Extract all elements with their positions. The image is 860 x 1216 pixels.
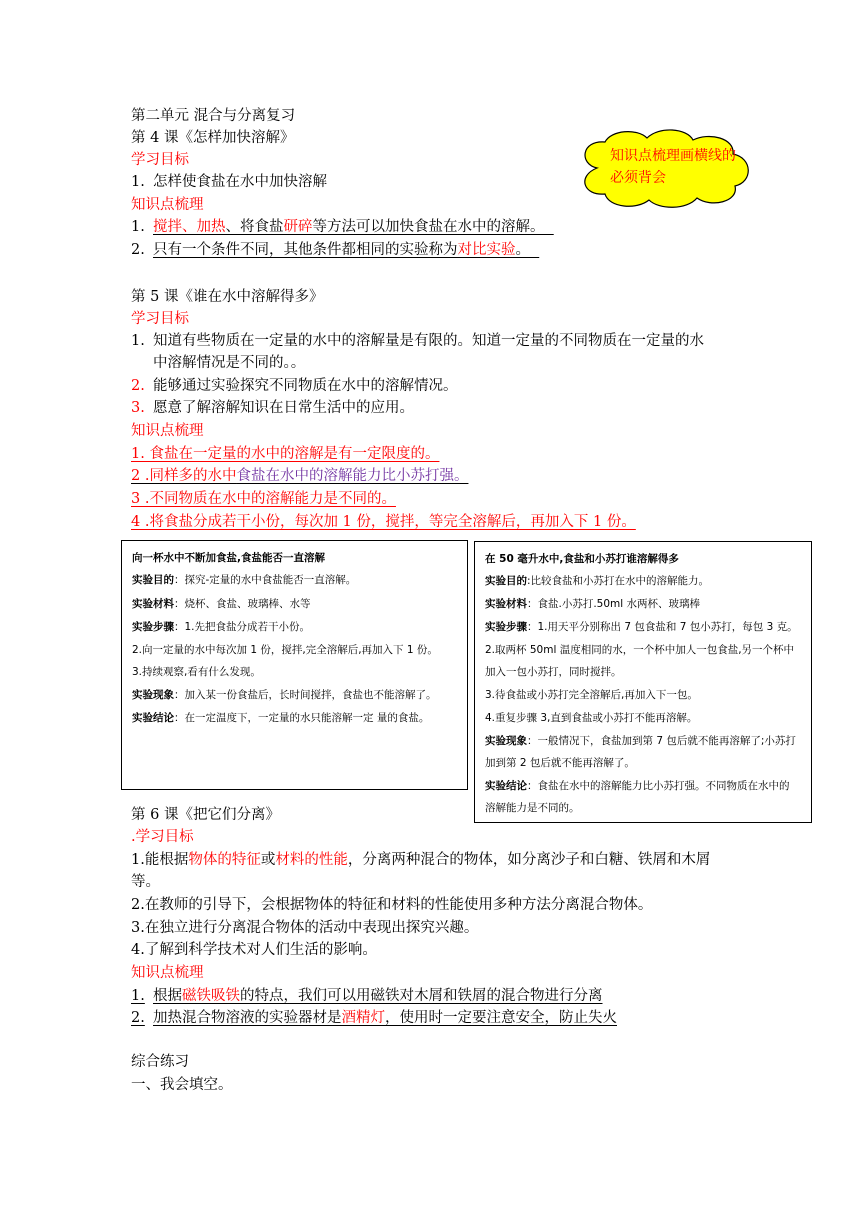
lesson4-title: 第 4 课《怎样加快溶解》	[131, 130, 295, 146]
highlight-text: 磁铁吸铁	[182, 988, 240, 1004]
list-text: 能够通过实验探究不同物质在水中的溶解情况。	[153, 378, 458, 394]
cloud-callout-text: 知识点梳理画横线的必须背会	[610, 148, 736, 186]
list-text: 知道有些物质在一定量的水中的溶解量是有限的。知道一定量的不同物质在一定量的水	[153, 333, 704, 349]
experiment-step: 2.取两杯 50ml 温度相同的水，一个杯中加人一包食盐,另一个杯中	[485, 644, 795, 656]
lesson5-goal-heading: 学习目标	[131, 311, 189, 327]
plain-text: 的特点，我们可以用磁铁对木屑和铁屑的混合物进行分离	[240, 988, 603, 1004]
experiment-step: 2.向一定量的水中每次加 1 份，搅拌,完全溶解后,再加入下 1 份。	[132, 644, 438, 656]
list-number: 1.	[131, 333, 145, 349]
lesson5-goal-1-continued: 中溶解情况是不同的。。	[153, 355, 306, 371]
lesson5-point-3: 3 .不同物质在水中的溶解能力是不同的。	[131, 491, 396, 507]
plain-text: 加热混合物溶液的实验器材是	[153, 1010, 342, 1026]
experiment-steps: 实验步骤：1.先把食盐分成若干小份。	[132, 621, 311, 633]
plain-text: 根据	[153, 988, 182, 1004]
practice-title: 综合练习	[131, 1054, 189, 1070]
lesson6-point-2	[131, 1007, 617, 1029]
experiment-phenomenon: 实验现象：加入某一份食盐后，长时间搅拌，食盐也不能溶解了。	[132, 689, 437, 701]
list-text: 愿意了解溶解知识在日常生活中的应用。	[153, 400, 414, 416]
plain-text: 只有一个条件不同，其他条件都相同的实验称为	[153, 242, 458, 258]
highlight-text: 搅拌、加热	[153, 219, 226, 235]
plain-text: 、将食盐	[225, 219, 284, 235]
experiment-conclusion: 实验结论：在一定温度下，一定量的水只能溶解一定 量的食盐。	[132, 712, 430, 724]
highlight-text: 2 .同样多的水中	[131, 468, 237, 484]
experiment-conclusion: 实验结论：食盐在水中的溶解能力比小苏打强。不同物质在水中的	[485, 780, 790, 792]
lesson6-goal-4: 4.了解到科学技术对人们生活的影响。	[131, 942, 377, 958]
experiment-step: 3.持续观察,看有什么发现。	[132, 666, 261, 678]
highlight-text: 材料的性能	[275, 852, 348, 868]
experiment-title: 在 50 毫升水中,食盐和小苏打谁溶解得多	[485, 553, 679, 565]
plain-text: ，分离两种混合的物体，如分离沙子和白糖、铁屑和木屑	[347, 852, 711, 868]
experiment-step: 3.待食盐或小苏打完全溶解后,再加入下一包。	[485, 689, 698, 701]
list-number: 1.	[131, 174, 145, 190]
lesson6-point-1	[131, 985, 603, 1007]
highlight-text: 酒精灯	[341, 1010, 385, 1026]
plain-text: 。	[515, 242, 530, 258]
practice-section-1: 一、我会填空。	[131, 1077, 233, 1093]
lesson6-goal-1-continued: 等。	[131, 874, 160, 890]
lesson4-point-2	[131, 239, 539, 261]
plain-text: 或	[260, 852, 276, 868]
highlight-text: 对比实验	[457, 242, 516, 258]
lesson6-goal-2: 2.在教师的引导下，会根据物体的特征和材料的性能使用多种方法分离混合物体。	[131, 897, 653, 913]
highlight-text: 物体的特征	[188, 852, 261, 868]
experiment-step: 加入一包小苏打，同时搅拌。	[485, 666, 622, 678]
lesson4-point-1	[131, 216, 554, 238]
lesson5-summary-heading: 知识点梳理	[131, 423, 204, 439]
experiment-phenomenon-continued: 加到第 2 包后就不能再溶解了。	[485, 757, 635, 769]
lesson6-goal-1	[131, 849, 710, 871]
lesson5-point-2	[131, 465, 468, 487]
list-number: 2.	[131, 242, 145, 258]
lesson5-point-1: 1. 食盐在一定量的水中的溶解是有一定限度的。	[131, 446, 440, 462]
unit-title: 第二单元 混合与分离复习	[131, 108, 296, 124]
experiment-box-left	[121, 540, 468, 790]
lesson4-goal-heading: 学习目标	[131, 152, 189, 168]
plain-text: 等方法可以加快食盐在水中的溶解。	[312, 219, 545, 235]
lesson6-summary-heading: 知识点梳理	[131, 965, 204, 981]
lesson6-goal-3: 3.在独立进行分离混合物体的活动中表现出探究兴趣。	[131, 920, 479, 936]
list-number: 3.	[131, 400, 145, 416]
experiment-title: 向一杯水中不断加食盐,食盐能否一直溶解	[132, 552, 325, 564]
list-text: 怎样使食盐在水中加快溶解	[153, 174, 327, 190]
lesson4-goal-1	[131, 171, 327, 193]
experiment-box-right	[474, 541, 812, 823]
list-number: 1.	[131, 988, 145, 1004]
experiment-purpose: 实验目的：探究-定量的水中食盐能否一直溶解。	[132, 574, 357, 586]
lesson5-point-4: 4 .将食盐分成若干小份，每次加 1 份，搅拌，等完全溶解后，再加入下 1 份。	[131, 514, 636, 530]
lesson5-goal-1	[131, 330, 704, 352]
experiment-steps: 实验步骤：1.用天平分别称出 7 包食盐和 7 包小苏打，每包 3 克。	[485, 621, 798, 633]
experiment-conclusion-continued: 溶解能力是不同的。	[485, 802, 580, 814]
lesson5-title: 第 5 课《谁在水中溶解得多》	[131, 289, 324, 305]
experiment-purpose: 实验目的:比较食盐和小苏打在水中的溶解能力。	[485, 575, 710, 587]
experiment-step: 4.重复步骤 3,直到食盐或小苏打不能再溶解。	[485, 712, 698, 724]
highlight-text: 研碎	[283, 219, 313, 235]
lesson6-title: 第 6 课《把它们分离》	[131, 807, 280, 823]
lesson4-summary-heading: 知识点梳理	[131, 197, 204, 213]
lesson5-goal-3	[131, 397, 414, 419]
list-number: 1.	[131, 219, 145, 235]
experiment-phenomenon: 实验现象：一般情况下，食盐加到第 7 包后就不能再溶解了;小苏打	[485, 735, 796, 747]
list-number: 2.	[131, 378, 145, 394]
plain-text: ，使用时一定要注意安全，防止失火	[385, 1010, 617, 1026]
experiment-materials: 实验材料：烧杯、食盐、玻璃棒、水等	[132, 598, 311, 610]
lesson6-goal-heading: .学习目标	[131, 829, 194, 845]
plain-text: 1.能根据	[131, 852, 189, 868]
experiment-materials: 实验材料：食盐.小苏打.50ml 水两杯、玻璃棒	[485, 598, 701, 610]
highlight-text: 食盐在水中的溶解能力比小苏打强。	[236, 468, 469, 484]
lesson5-goal-2	[131, 375, 458, 397]
list-number: 2.	[131, 1010, 145, 1026]
